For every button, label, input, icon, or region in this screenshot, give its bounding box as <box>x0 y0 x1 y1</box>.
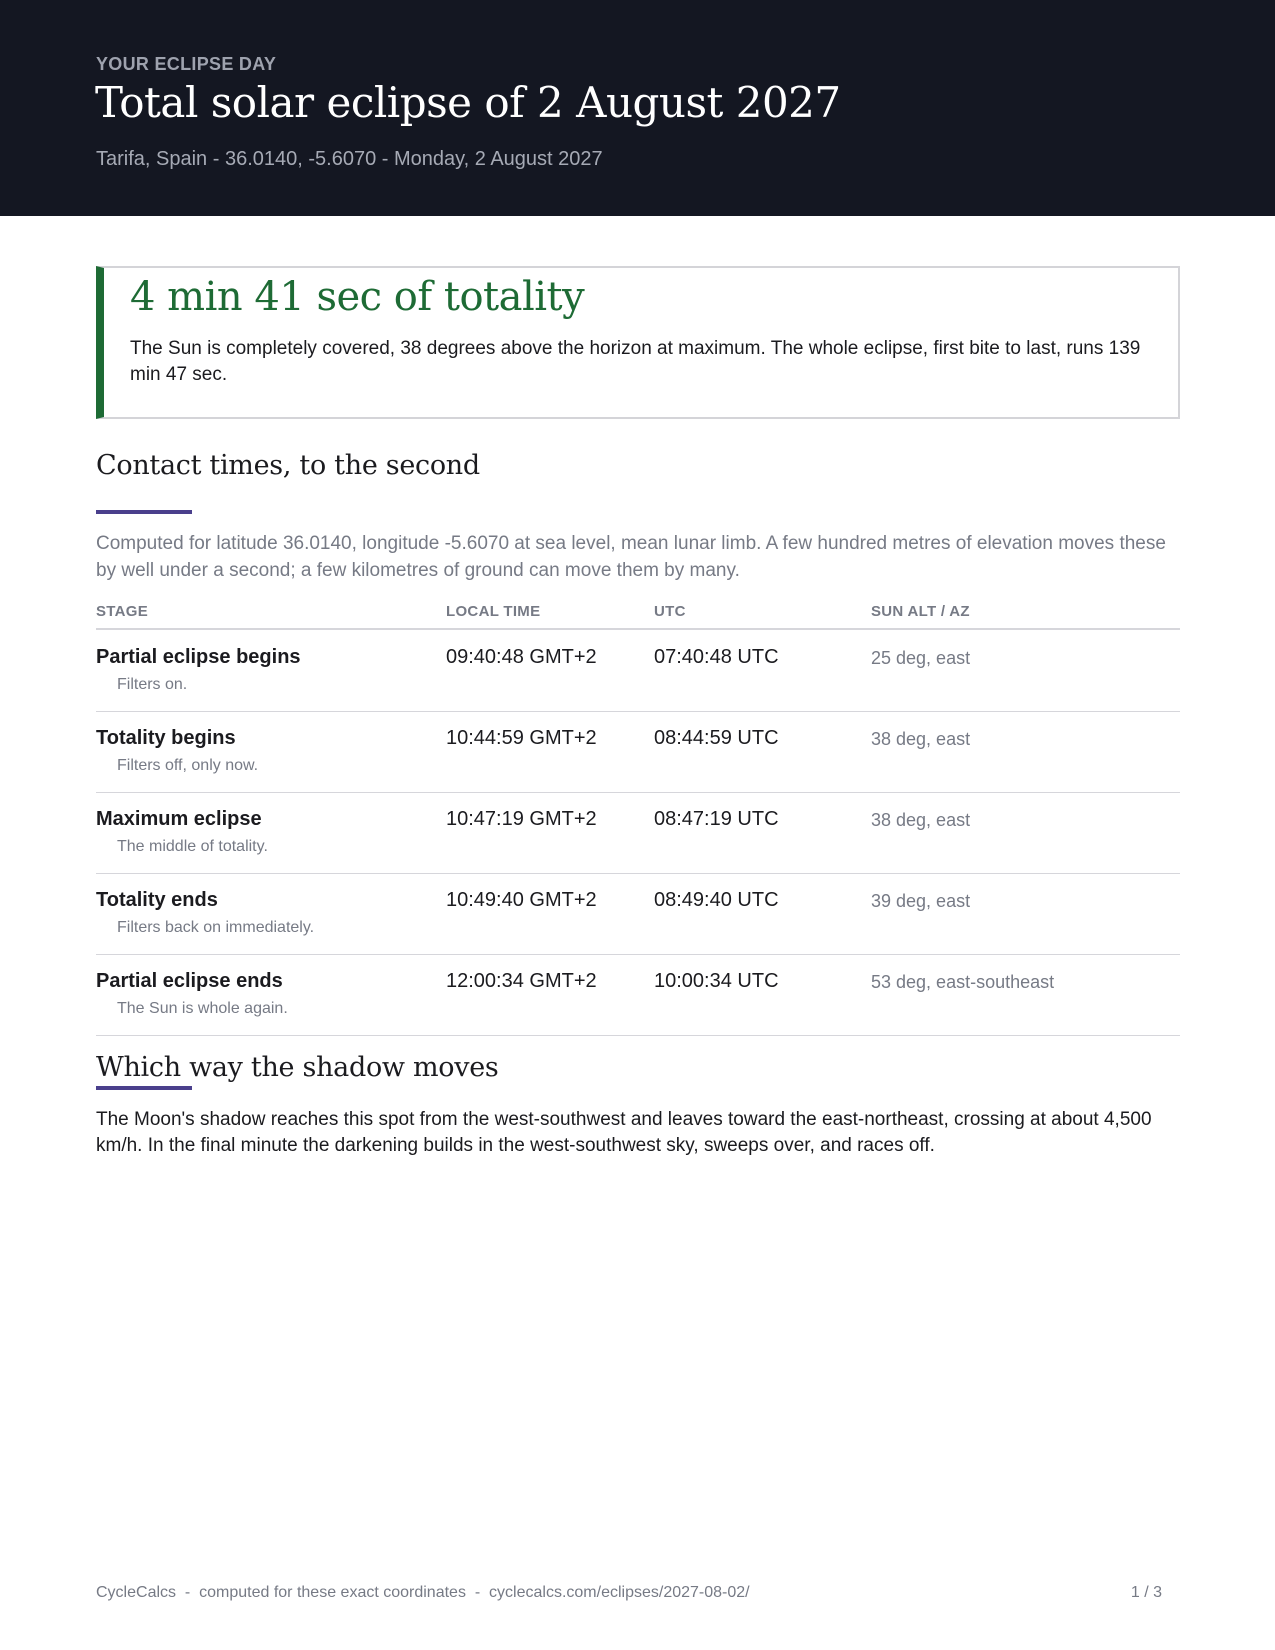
local-time: 10:49:40 GMT+2 <box>446 889 597 911</box>
utc-time: 07:40:48 UTC <box>654 646 779 668</box>
page-number: 1 / 3 <box>1130 1584 1162 1601</box>
location-subtitle: Tarifa, Spain - 36.0140, -5.6070 - Monday, 2 August 2027 <box>96 148 603 170</box>
stage-note: The Sun is whole again. <box>117 1000 288 1017</box>
shadow-direction-heading: Which way the shadow moves <box>96 1052 499 1083</box>
table-row <box>96 954 1180 1036</box>
sun-alt-az: 38 deg, east <box>871 729 971 749</box>
local-time: 09:40:48 GMT+2 <box>446 646 597 668</box>
totality-callout <box>96 266 1180 419</box>
table-row <box>96 873 1180 955</box>
contact-times-heading: Contact times, to the second <box>96 450 480 481</box>
stage-note: Filters on. <box>117 676 188 693</box>
stage-note: The middle of totality. <box>117 838 268 855</box>
page-header <box>0 0 1275 216</box>
table-row <box>96 630 1180 712</box>
utc-time: 08:49:40 UTC <box>654 889 779 911</box>
column-header-sun-alt-az: SUN ALT / AZ <box>871 603 970 620</box>
sun-alt-az: 25 deg, east <box>871 648 971 668</box>
header-kicker: YOUR ECLIPSE DAY <box>96 54 277 74</box>
shadow-direction-underline <box>96 1086 192 1090</box>
utc-time: 08:44:59 UTC <box>654 727 779 749</box>
local-time: 12:00:34 GMT+2 <box>446 970 597 992</box>
stage-name: Totality ends <box>96 889 218 911</box>
local-time: 10:47:19 GMT+2 <box>446 808 597 830</box>
utc-time: 10:00:34 UTC <box>654 970 779 992</box>
sun-alt-az: 39 deg, east <box>871 891 971 911</box>
footer-source: CycleCalcs - computed for these exact coordinates - cyclecalcs.com/eclipses/2027-08-02/ <box>96 1584 750 1601</box>
column-header-utc: UTC <box>654 603 686 620</box>
stage-name: Totality begins <box>96 727 236 749</box>
table-row <box>96 792 1180 874</box>
totality-duration-headline: 4 min 41 sec of totality <box>130 274 585 320</box>
sun-alt-az: 53 deg, east-southeast <box>871 972 1055 992</box>
column-header-local-time: LOCAL TIME <box>446 603 541 620</box>
shadow-direction-text: The Moon's shadow reaches this spot from the west-southwest and leaves toward the east-northeast, crossing at about 4,500 km/h. In the final minute the darkening builds in the west-southwest sky, sweeps over, and races off. <box>96 1109 1152 1156</box>
stage-note: Filters back on immediately. <box>117 919 315 936</box>
totality-summary: The Sun is completely covered, 38 degrees above the horizon at maximum. The whole eclipse, first bite to last, runs 139 min 47 sec. <box>130 338 1141 385</box>
utc-time: 08:47:19 UTC <box>654 808 779 830</box>
contact-times-underline <box>96 510 192 514</box>
contact-times-intro: Computed for latitude 36.0140, longitude -5.6070 at sea level, mean lunar limb. A few hundred metres of elevation moves these by well under a second; a few kilometres of ground can move them by many. <box>96 533 1166 581</box>
stage-name: Maximum eclipse <box>96 808 262 830</box>
stage-note: Filters off, only now. <box>117 757 259 774</box>
page-title: Total solar eclipse of 2 August 2027 <box>95 78 841 127</box>
local-time: 10:44:59 GMT+2 <box>446 727 597 749</box>
column-header-stage: STAGE <box>96 603 149 620</box>
sun-alt-az: 38 deg, east <box>871 810 971 830</box>
stage-name: Partial eclipse begins <box>96 646 301 668</box>
stage-name: Partial eclipse ends <box>96 970 283 992</box>
table-row <box>96 711 1180 793</box>
